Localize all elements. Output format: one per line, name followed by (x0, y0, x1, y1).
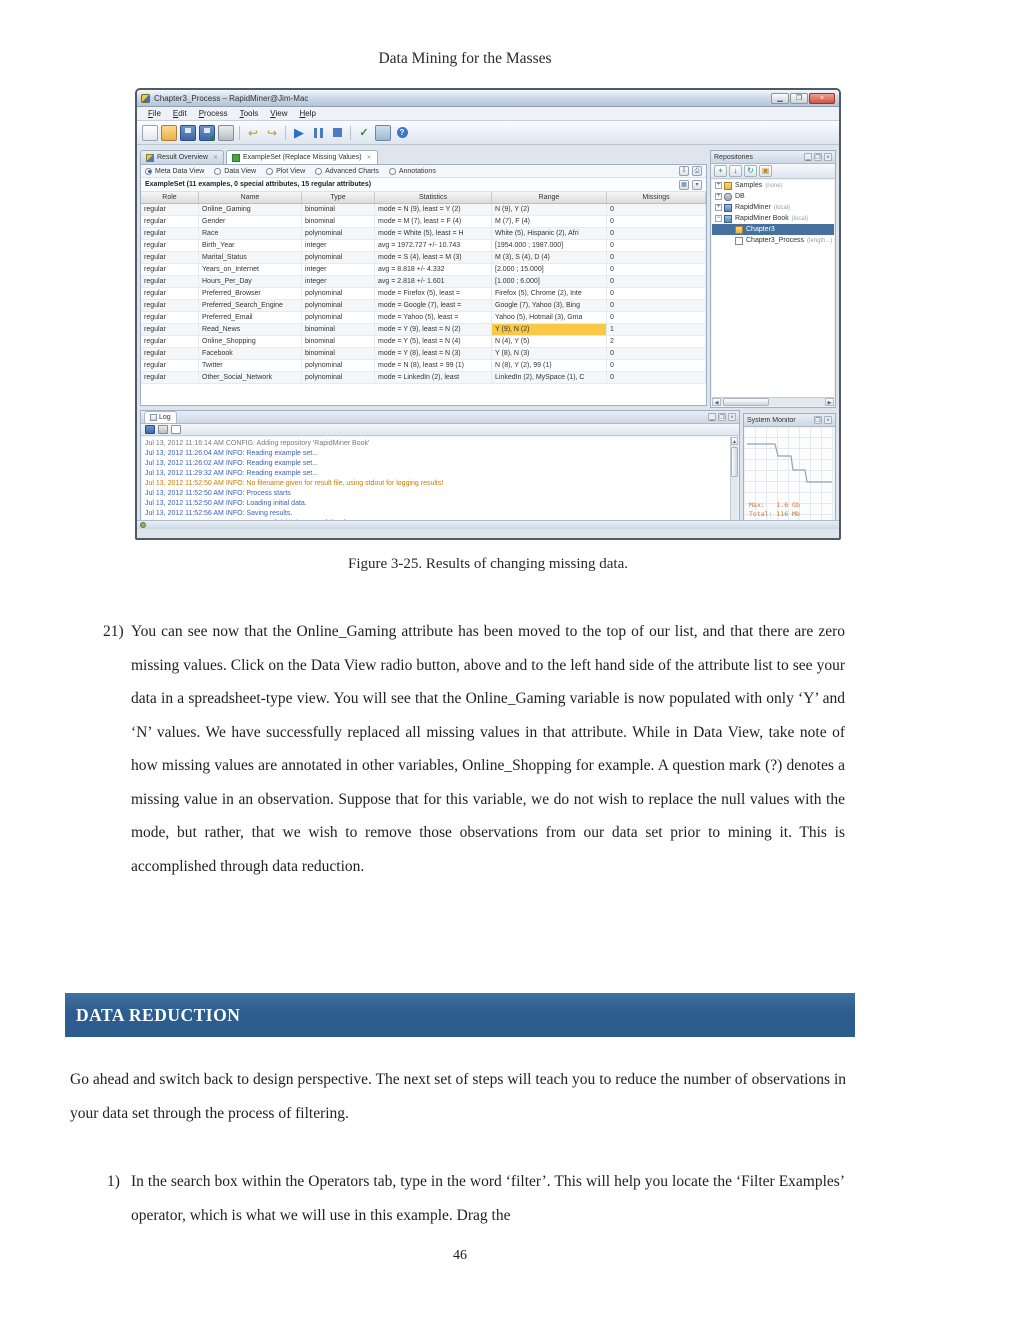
table-row[interactable] (141, 216, 706, 228)
cell-statistics: mode = Firefox (5), least = (375, 288, 492, 299)
log-line: Jul 13, 2012 11:29:32 AM INFO: Reading example set... (145, 470, 319, 477)
stop-icon[interactable] (329, 125, 345, 141)
exampleset-icon (232, 154, 240, 162)
cell-statistics: mode = N (9), least = Y (2) (375, 204, 492, 215)
results-tab[interactable] (226, 150, 378, 164)
cell-type: polynominal (302, 372, 375, 383)
cell-range: Y (8), N (3) (492, 348, 607, 359)
cell-missings: 0 (607, 216, 706, 227)
cell-role: regular (141, 216, 199, 227)
view-selector (141, 165, 706, 178)
result-overview-icon (146, 154, 154, 162)
cell-range: Google (7), Yahoo (3), Bing (492, 300, 607, 311)
cell-name: Preferred_Browser (199, 288, 302, 299)
cell-missings: 0 (607, 348, 706, 359)
table-row[interactable] (141, 252, 706, 264)
repositories-panel (710, 150, 836, 408)
repository-item[interactable] (712, 191, 834, 202)
run-icon[interactable] (291, 125, 307, 141)
table-row[interactable] (141, 288, 706, 300)
save-icon[interactable] (180, 125, 196, 141)
radio-button-icon (214, 168, 221, 175)
cell-missings: 0 (607, 276, 706, 287)
expander-icon[interactable] (715, 182, 722, 189)
tab-label: Result Overview (157, 154, 208, 161)
view-option[interactable] (145, 168, 204, 175)
scroll-thumb[interactable] (731, 447, 738, 477)
table-row[interactable] (141, 372, 706, 384)
table-row[interactable] (141, 360, 706, 372)
list-number: 21) (103, 623, 124, 640)
cell-type: binominal (302, 348, 375, 359)
new-process-icon[interactable] (142, 125, 158, 141)
cell-type: binominal (302, 204, 375, 215)
add-repository-icon[interactable]: + (714, 165, 727, 177)
panel-float-icon[interactable]: ❐ (815, 155, 821, 161)
cell-range: N (9), Y (2) (492, 204, 607, 215)
cell-range: [1954.000 ; 1987.000] (492, 240, 607, 251)
toolbar-separator (285, 126, 286, 140)
panel-minimize-icon[interactable]: ▁ (709, 415, 715, 421)
log-line: Jul 13, 2012 11:52:50 AM INFO: Loading initial data. (145, 500, 307, 507)
cell-name: Online_Gaming (199, 204, 302, 215)
attribute-table-body (141, 204, 706, 384)
repository-item-label: DB (735, 193, 745, 200)
cell-role: regular (141, 348, 199, 359)
results-tab[interactable] (140, 150, 224, 164)
menu-bar (137, 107, 839, 121)
view-option[interactable] (389, 168, 436, 175)
exampleset-summary: ExampleSet (11 examples, 0 special attributes, 15 regular attributes) (145, 181, 372, 188)
log-line: Jul 13, 2012 11:52:56 AM INFO: Saving results. (145, 510, 293, 517)
cell-name: Facebook (199, 348, 302, 359)
help-icon[interactable] (394, 125, 410, 141)
window-titlebar[interactable] (137, 90, 839, 107)
cell-range: White (5), Hispanic (2), Afri (492, 228, 607, 239)
export-icon[interactable]: ↧ (679, 166, 689, 176)
repository-item-note: (length...) (806, 237, 833, 244)
log-icon (150, 414, 157, 421)
cell-missings: 2 (607, 336, 706, 347)
cell-statistics: mode = Yahoo (5), least = (375, 312, 492, 323)
cell-range: M (7), F (4) (492, 216, 607, 227)
maximize-button[interactable]: ❐ (790, 93, 808, 104)
minimize-button[interactable]: ▁ (771, 93, 789, 104)
cell-role: regular (141, 336, 199, 347)
table-row[interactable] (141, 336, 706, 348)
panel-minimize-icon[interactable]: ▁ (805, 155, 811, 161)
repository-item[interactable] (712, 224, 834, 235)
cell-type: integer (302, 240, 375, 251)
cell-range: LinkedIn (2), MySpace (1), C (492, 372, 607, 383)
cell-name: Gender (199, 216, 302, 227)
database-icon (724, 193, 732, 201)
panel-close-icon[interactable]: × (728, 413, 736, 421)
column-header[interactable]: Range (492, 192, 607, 203)
app-icon (141, 94, 150, 103)
cell-range: N (8), Y (2), 99 (1) (492, 360, 607, 371)
create-folder-icon[interactable]: ▣ (759, 165, 772, 177)
menu-item[interactable]: View (270, 109, 288, 118)
validate-icon[interactable] (356, 125, 372, 141)
memory-graph (745, 428, 834, 525)
view-option-label: Advanced Charts (325, 167, 379, 175)
cell-type: binominal (302, 336, 375, 347)
rapidminer-window (135, 88, 841, 540)
cell-range: Y (9), N (2) (492, 324, 607, 335)
cell-type: polynominal (302, 360, 375, 371)
repository-tree (712, 180, 834, 397)
cell-range: [2.000 ; 15.000] (492, 264, 607, 275)
cell-role: regular (141, 276, 199, 287)
cell-statistics: mode = Y (9), least = N (2) (375, 324, 492, 335)
main-toolbar (137, 121, 839, 145)
paragraph-text: You can see now that the Online_Gaming attribute has been moved to the top of our list, and that there are zero missing values. Click on the Data View radio button, above and to the left hand side of the attribute list to see your data in a spreadsheet-type view. You will see that the Online_Gaming variable is now populated with only ‘Y’ and ‘N’ values. We have successfully replaced all missing values in that attribute. While in Data View, take note of how missing values are annotated in other variables, Online_Shopping for example. A question mark (?) denotes a missing value in an observation. Suppose that for this variable, we do not wish to replace the null values with the mode, but rather, that we wish to remove those observations from our data set prior to mining it. This is accomplished through data reduction. (131, 623, 845, 875)
cell-name: Years_on_Internet (199, 264, 302, 275)
table-row[interactable] (141, 228, 706, 240)
cell-name: Marital_Status (199, 252, 302, 263)
repositories-title: Repositories (714, 153, 753, 161)
cell-missings: 0 (607, 252, 706, 263)
cell-range: M (3), S (4), D (4) (492, 252, 607, 263)
list-number: 1) (107, 1173, 120, 1190)
folder-icon (724, 182, 732, 190)
cell-type: binominal (302, 216, 375, 227)
log-tab-label: Log (159, 414, 171, 421)
cell-statistics: mode = White (5), least = H (375, 228, 492, 239)
scroll-thumb[interactable] (723, 398, 769, 406)
cell-missings: 0 (607, 228, 706, 239)
section-heading: DATA REDUCTION (65, 993, 855, 1037)
save-log-icon[interactable] (145, 425, 155, 434)
open-process-icon[interactable] (161, 125, 177, 141)
paragraph-data-reduction: Go ahead and switch back to design perspective. The next set of steps will teach you to reduce the number of observations in your data set through the process of filtering. (70, 1071, 846, 1122)
exampleset-info-bar (141, 178, 706, 192)
status-bar (137, 520, 839, 529)
cell-type: binominal (302, 324, 375, 335)
system-monitor-panel (743, 413, 836, 527)
log-header (141, 411, 739, 424)
repository-item-note: (local) (773, 204, 791, 211)
scroll-left-icon[interactable]: ◀ (712, 398, 721, 406)
cell-missings: 0 (607, 300, 706, 311)
tab-close-icon[interactable]: ✕ (366, 155, 372, 161)
cell-type: integer (302, 276, 375, 287)
repo-horizontal-scrollbar[interactable] (712, 397, 834, 406)
cell-type: polynominal (302, 312, 375, 323)
toolbar-separator (239, 126, 240, 140)
cell-statistics: mode = N (8), least = 99 (1) (375, 360, 492, 371)
cell-name: Read_News (199, 324, 302, 335)
log-line: Jul 13, 2012 11:52:50 AM INFO: Process starts (145, 490, 291, 497)
column-header[interactable]: Role (141, 192, 199, 203)
exampleset-results-panel (140, 164, 707, 406)
cell-type: polynominal (302, 288, 375, 299)
table-row[interactable] (141, 312, 706, 324)
cell-type: integer (302, 264, 375, 275)
view-option-label: Meta Data View (155, 167, 205, 175)
log-tab[interactable] (144, 411, 177, 423)
menu-item[interactable]: Edit (172, 109, 187, 118)
redo-icon[interactable] (264, 125, 280, 141)
panel-close-icon[interactable]: × (824, 416, 832, 424)
print-icon[interactable] (218, 125, 234, 141)
table-row[interactable] (141, 348, 706, 360)
table-row[interactable] (141, 204, 706, 216)
table-row[interactable] (141, 264, 706, 276)
radio-button-icon (266, 168, 273, 175)
column-header[interactable]: Type (302, 192, 375, 203)
folder-icon (735, 226, 743, 234)
memory-total-label: Total: 116 Mb (749, 510, 800, 518)
window-title: Chapter3_Process – RapidMiner@Jim-Mac (154, 93, 309, 103)
import-icon[interactable]: ↓ (729, 165, 742, 177)
view-option-label: Annotations (398, 167, 436, 175)
cell-type: polynominal (302, 300, 375, 311)
copy-log-icon[interactable] (171, 425, 181, 434)
cell-range: N (4), Y (5) (492, 336, 607, 347)
cell-role: regular (141, 372, 199, 383)
panel-controls (804, 153, 832, 161)
radio-button-icon (389, 168, 396, 175)
view-option-label: Data View (224, 167, 257, 175)
results-tabstrip (140, 150, 380, 164)
log-panel (140, 410, 740, 527)
cell-missings: 0 (607, 312, 706, 323)
repository-toolbar (711, 164, 835, 179)
print-log-icon[interactable] (158, 425, 168, 434)
repository-item[interactable] (712, 202, 834, 213)
table-view-icon[interactable]: ▦ (679, 180, 689, 190)
panel-close-icon[interactable]: × (824, 153, 832, 161)
view-option[interactable] (266, 168, 305, 175)
repository-icon (724, 215, 732, 223)
cell-role: regular (141, 204, 199, 215)
repository-item-label: RapidMiner Book (735, 215, 789, 222)
paragraph-21 (103, 615, 845, 883)
cell-missings: 0 (607, 360, 706, 371)
tab-close-icon[interactable]: ✕ (212, 155, 218, 161)
cell-statistics: avg = 2.818 +/- 1.601 (375, 276, 492, 287)
refresh-icon[interactable]: ↻ (744, 165, 757, 177)
repository-item-note: (local) (791, 215, 809, 222)
panel-float-icon[interactable]: ❐ (815, 418, 821, 424)
toolbar-separator (350, 126, 351, 140)
radio-button-icon (145, 168, 152, 175)
expander-icon[interactable] (715, 215, 722, 222)
save-as-icon[interactable] (199, 125, 215, 141)
undo-icon[interactable] (245, 125, 261, 141)
process-icon (735, 237, 743, 245)
cell-statistics: mode = Y (5), least = N (4) (375, 336, 492, 347)
screenshot-icon[interactable] (375, 125, 391, 141)
repository-item-note: (none) (765, 182, 783, 189)
page-number: 46 (453, 1248, 467, 1263)
cell-statistics: avg = 8.818 +/- 4.332 (375, 264, 492, 275)
page-header: Data Mining for the Masses (378, 50, 552, 67)
menu-item[interactable]: Tools (239, 109, 259, 118)
cell-range: Firefox (5), Chrome (2), Inte (492, 288, 607, 299)
panel-float-icon[interactable]: ❐ (719, 415, 725, 421)
cell-role: regular (141, 240, 199, 251)
cell-role: regular (141, 312, 199, 323)
cell-name: Race (199, 228, 302, 239)
repository-item-label: Chapter3_Process (746, 237, 804, 244)
expander-icon[interactable] (715, 193, 722, 200)
repositories-header (711, 151, 835, 164)
cell-role: regular (141, 360, 199, 371)
table-row[interactable] (141, 240, 706, 252)
cell-role: regular (141, 324, 199, 335)
column-dropdown-icon[interactable]: ▾ (692, 180, 702, 190)
log-line: Jul 13, 2012 11:26:04 AM INFO: Reading example set... (145, 450, 319, 457)
cell-name: Birth_Year (199, 240, 302, 251)
cell-type: polynominal (302, 228, 375, 239)
cell-statistics: mode = Y (8), least = N (3) (375, 348, 492, 359)
log-output (142, 437, 730, 525)
table-row[interactable] (141, 300, 706, 312)
column-header[interactable]: Name (199, 192, 302, 203)
repository-item-label: Samples (735, 182, 763, 189)
cell-missings: 1 (607, 324, 706, 335)
panel-controls (814, 416, 832, 424)
log-line: Jul 13, 2012 11:26:02 AM INFO: Reading example set... (145, 460, 319, 467)
cell-missings: 0 (607, 204, 706, 215)
log-toolbar (141, 424, 739, 436)
attribute-table-header (141, 192, 706, 204)
column-header[interactable]: Missings (607, 192, 706, 203)
radio-button-icon (315, 168, 322, 175)
repository-item[interactable] (712, 235, 834, 246)
tab-label: ExampleSet (Replace Missing Values) (243, 154, 362, 161)
cell-role: regular (141, 228, 199, 239)
repository-item[interactable] (712, 180, 834, 191)
cell-statistics: mode = M (7), least = F (4) (375, 216, 492, 227)
cell-type: polynominal (302, 252, 375, 263)
list-item-1 (107, 1165, 845, 1232)
menu-item[interactable]: Process (198, 109, 228, 118)
pause-icon[interactable] (310, 125, 326, 141)
cell-missings: 0 (607, 372, 706, 383)
repository-item-label: RapidMiner (735, 204, 771, 211)
system-monitor-header (744, 414, 835, 427)
cell-statistics: mode = S (4), least = M (3) (375, 252, 492, 263)
window-controls (771, 93, 835, 104)
menu-item[interactable]: Help (299, 109, 316, 118)
cell-name: Online_Shopping (199, 336, 302, 347)
repository-item-label: Chapter3 (746, 226, 775, 233)
cell-name: Preferred_Search_Engine (199, 300, 302, 311)
view-option[interactable] (315, 168, 379, 175)
cell-statistics: mode = LinkedIn (2), least (375, 372, 492, 383)
repository-item[interactable] (712, 213, 834, 224)
panel-controls (708, 413, 736, 421)
repository-icon (724, 204, 732, 212)
scroll-up-icon[interactable]: ▲ (732, 439, 737, 445)
column-header[interactable]: Statistics (375, 192, 492, 203)
memory-max-label: Max: 1.6 Gb (749, 501, 800, 509)
log-vertical-scrollbar[interactable] (730, 437, 738, 525)
cell-statistics: avg = 1972.727 +/- 10.743 (375, 240, 492, 251)
scroll-right-icon[interactable]: ▶ (825, 398, 834, 406)
cell-name: Other_Social_Network (199, 372, 302, 383)
view-actions (679, 166, 702, 176)
system-monitor-title: System Monitor (747, 416, 796, 424)
cell-name: Hours_Per_Day (199, 276, 302, 287)
expander-icon[interactable] (715, 204, 722, 211)
cell-range: Yahoo (5), Hotmail (3), Gma (492, 312, 607, 323)
cell-name: Preferred_Email (199, 312, 302, 323)
list-item-text: In the search box within the Operators tab, type in the word ‘filter’. This will help you locate the ‘Filter Examples’ operator, which is what we will use in this example. Drag the (131, 1173, 845, 1224)
cell-missings: 0 (607, 240, 706, 251)
cell-missings: 0 (607, 264, 706, 275)
table-row[interactable] (141, 324, 706, 336)
cell-statistics: mode = Google (7), least = (375, 300, 492, 311)
cell-role: regular (141, 252, 199, 263)
cell-role: regular (141, 300, 199, 311)
table-actions (679, 180, 702, 190)
menu-item[interactable]: File (148, 109, 161, 118)
figure-caption: Figure 3-25. Results of changing missing data. (348, 556, 628, 572)
cell-missings: 0 (607, 288, 706, 299)
view-option[interactable] (214, 168, 256, 175)
status-icon (140, 522, 146, 528)
table-row[interactable] (141, 276, 706, 288)
close-button[interactable]: × (809, 93, 835, 104)
cell-role: regular (141, 264, 199, 275)
cell-range: [1.000 ; 6.000] (492, 276, 607, 287)
view-option-label: Plot View (276, 167, 306, 175)
print-view-icon[interactable]: ⎙ (692, 166, 702, 176)
cell-name: Twitter (199, 360, 302, 371)
workspace (137, 145, 839, 529)
log-line: Jul 13, 2012 11:16:14 AM CONFIG: Adding repository 'RapidMiner Book' (145, 440, 370, 447)
cell-role: regular (141, 288, 199, 299)
log-line: Jul 13, 2012 11:52:50 AM INFO: No filename given for result file, using stdout for logging results! (145, 480, 444, 487)
